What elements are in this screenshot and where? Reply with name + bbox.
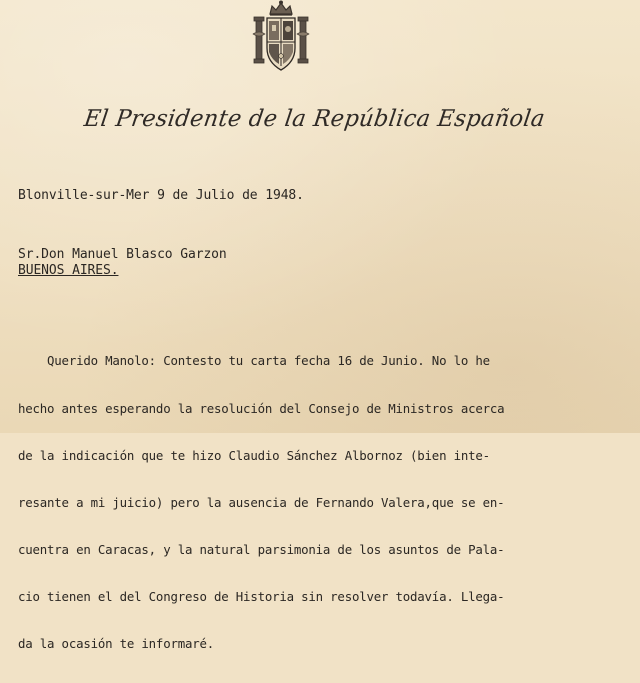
recipient-city: BUENOS AIRES. <box>18 263 119 278</box>
recipient-name: Sr.Don Manuel Blasco Garzon <box>18 247 227 262</box>
body-line: da la ocasión te informaré. <box>18 636 215 652</box>
letterhead-title: El Presidente de la República Española <box>82 106 547 132</box>
letter-body <box>18 322 504 683</box>
body-line: cuentra en Caracas, y la natural parsimonia de los asuntos de Pala- <box>18 541 505 557</box>
body-line: Querido Manolo: Contesto tu carta fecha 16 de Junio. No lo he <box>18 353 490 369</box>
coat-of-arms-icon <box>250 0 312 76</box>
body-line: hecho antes esperando la resolución del Consejo de Ministros acerca <box>18 400 505 416</box>
body-line: de la indicación que te hizo Claudio Sánchez Albornoz (bien inte- <box>18 447 490 463</box>
body-line: cio tienen el del Congreso de Historia sin resolver todavía. Llega- <box>18 588 505 604</box>
body-line: resante a mi juicio) pero la ausencia de Fernando Valera,que se en- <box>18 494 505 510</box>
dateline: Blonville-sur-Mer 9 de Julio de 1948. <box>18 188 304 203</box>
